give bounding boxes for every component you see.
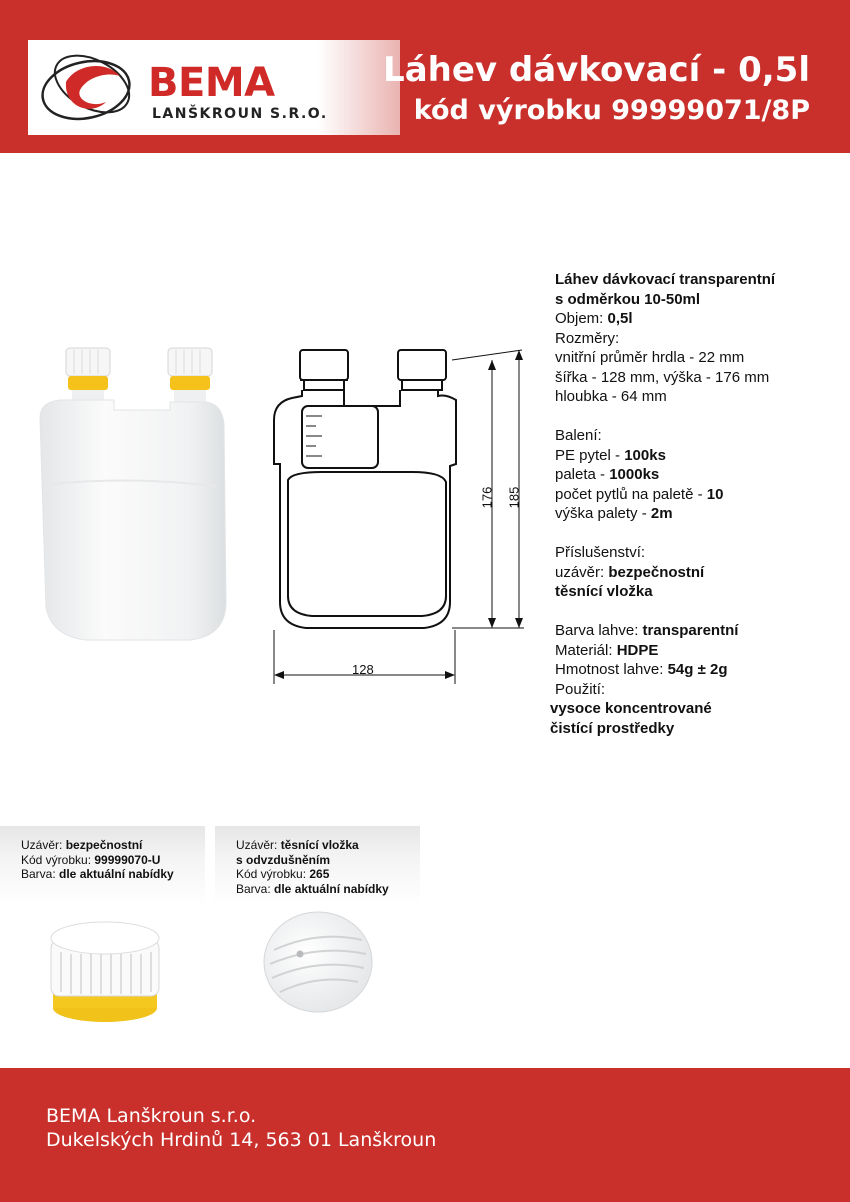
accessory-liner-type-cont: s odvzdušněním — [236, 852, 331, 867]
header-banner — [0, 0, 850, 153]
company-logo — [28, 40, 400, 135]
page-title: Láhev dávkovací - 0,5l — [383, 50, 810, 90]
logo-subtitle: LANŠKROUN S.R.O. — [152, 106, 328, 122]
spec-packaging-pallet: paleta - 1000ks — [555, 466, 660, 483]
logo-wordmark: BEMA — [148, 60, 275, 106]
spec-packaging-label: Balení: — [555, 427, 602, 444]
accessory-cap-color: Barva: dle aktuální nabídky — [21, 867, 174, 881]
dimension-height-label: 176 — [479, 486, 495, 509]
spec-packaging-bag: PE pytel - 100ks — [555, 446, 666, 464]
accessory-panel-liner — [215, 826, 420, 906]
footer-company-name: BEMA Lanškroun s.r.o. — [46, 1105, 257, 1127]
sealing-liner-photo — [262, 910, 374, 1014]
bema-logo-mark-icon — [36, 46, 148, 128]
spec-accessory-liner: těsnící vložka — [555, 583, 653, 600]
spec-accessory-cap: uzávěr: bezpečnostní — [555, 563, 705, 581]
spec-dimension-size: šířka - 128 mm, výška - 176 mm — [555, 368, 770, 386]
spec-color: Barva lahve: transparentní — [555, 622, 739, 639]
accessory-liner-type: Uzávěr: těsnící vložka — [236, 838, 359, 852]
spec-accessories-label: Příslušenství: — [555, 544, 646, 561]
spec-usage-label: Použití: — [555, 680, 606, 698]
spec-headline: Láhev dávkovací transparentní — [555, 271, 776, 288]
spec-packaging-bags-per-pallet: počet pytlů na paletě - 10 — [555, 485, 724, 503]
spec-dimensions-label: Rozměry: — [555, 329, 620, 347]
technical-drawing — [262, 340, 532, 685]
accessory-cap-type: Uzávěr: bezpečnostní — [21, 838, 143, 852]
spec-usage-1: vysoce koncentrované — [550, 700, 712, 717]
spec-volume: Objem: 0,5l — [555, 310, 633, 327]
spec-list — [550, 270, 840, 738]
dimension-width-label: 128 — [352, 662, 374, 677]
spec-packaging-pallet-height: výška palety - 2m — [555, 505, 673, 522]
accessory-liner-code: Kód výrobku: 265 — [236, 867, 330, 881]
accessory-liner-color: Barva: dle aktuální nabídky — [236, 881, 389, 896]
spec-dimension-depth: hloubka - 64 mm — [555, 388, 667, 405]
footer-banner — [0, 1068, 850, 1202]
bottle-photo — [30, 340, 240, 645]
spec-weight: Hmotnost lahve: 54g ± 2g — [555, 661, 728, 678]
spec-dimension-neck: vnitřní průměr hrdla - 22 mm — [555, 349, 745, 366]
safety-cap-photo — [45, 918, 165, 1028]
footer-address: Dukelských Hrdinů 14, 563 01 Lanškroun — [46, 1129, 437, 1151]
product-code: kód výrobku 99999071/8P — [413, 95, 810, 126]
spec-material: Materiál: HDPE — [555, 641, 659, 659]
spec-usage-2: čistící prostředky — [550, 719, 675, 737]
spec-subheadline: s odměrkou 10-50ml — [555, 290, 701, 308]
accessory-panel-cap — [0, 826, 205, 906]
accessory-cap-code: Kód výrobku: 99999070-U — [21, 852, 161, 867]
dimension-total-label: 185 — [506, 486, 522, 509]
